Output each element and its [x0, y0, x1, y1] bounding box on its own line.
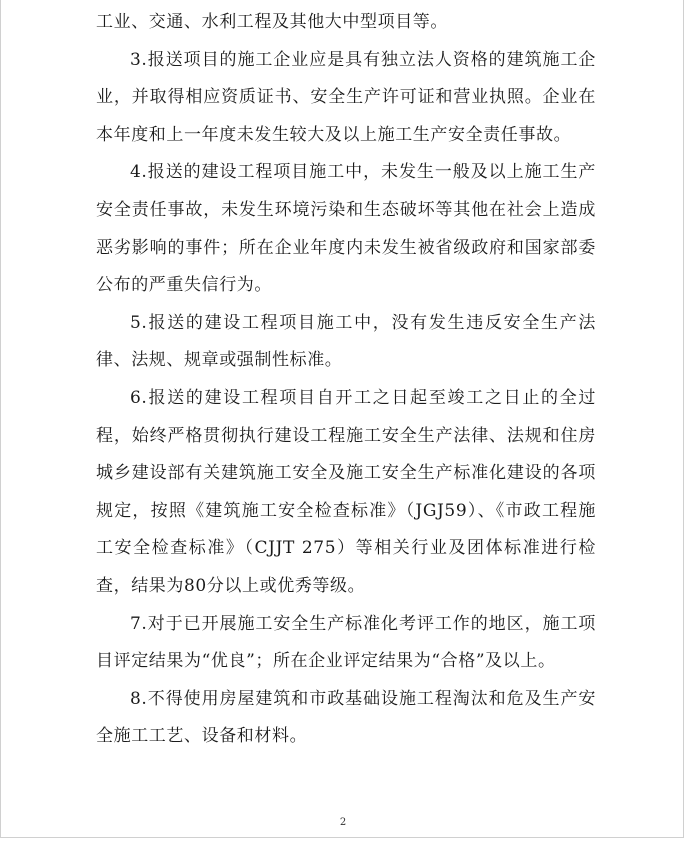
- document-body: [96, 4, 596, 756]
- paragraph-item-5: 5.报送的建设工程项目施工中，没有发生违反安全生产法律、法规、规章或强制性标准。: [96, 312, 596, 371]
- paragraph-item-7: 7.对于已开展施工安全生产标准化考评工作的地区，施工项目评定结果为“优良”；所在企业评定结果为“合格”及以上。: [96, 613, 596, 672]
- paragraph-item-6: 6.报送的建设工程项目自开工之日起至竣工之日止的全过程，始终严格贯彻执行建设工程施工安全生产法律、法规和住房城乡建设部有关建筑施工安全及施工安全生产标准化建设的各项规定，按照《建筑施工安全检查标准》（JGJ59）、《市政工程施工安全检查标准》（CJJT 275）等相关行业及团体标准进行检查，结果为80分以上或优秀等级。: [96, 387, 596, 596]
- paragraph-item-3: 3.报送项目的施工企业应是具有独立法人资格的建筑施工企业，并取得相应资质证书、安全生产许可证和营业执照。企业在本年度和上一年度未发生较大及以上施工生产安全责任事故。: [96, 49, 596, 145]
- page-number: 2: [339, 817, 347, 828]
- paragraph-continuation: 工业、交通、水利工程及其他大中型项目等。: [96, 12, 448, 32]
- paragraph-item-4: 4.报送的建设工程项目施工中，未发生一般及以上施工生产安全责任事故，未发生环境污染和生态破坏等其他在社会上造成恶劣影响的事件；所在企业年度内未发生被省级政府和国家部委公布的严重失信行为。: [96, 162, 596, 296]
- paragraph-item-8: 8.不得使用房屋建筑和市政基础设施工程淘汰和危及生产安全施工工艺、设备和材料。: [96, 688, 596, 747]
